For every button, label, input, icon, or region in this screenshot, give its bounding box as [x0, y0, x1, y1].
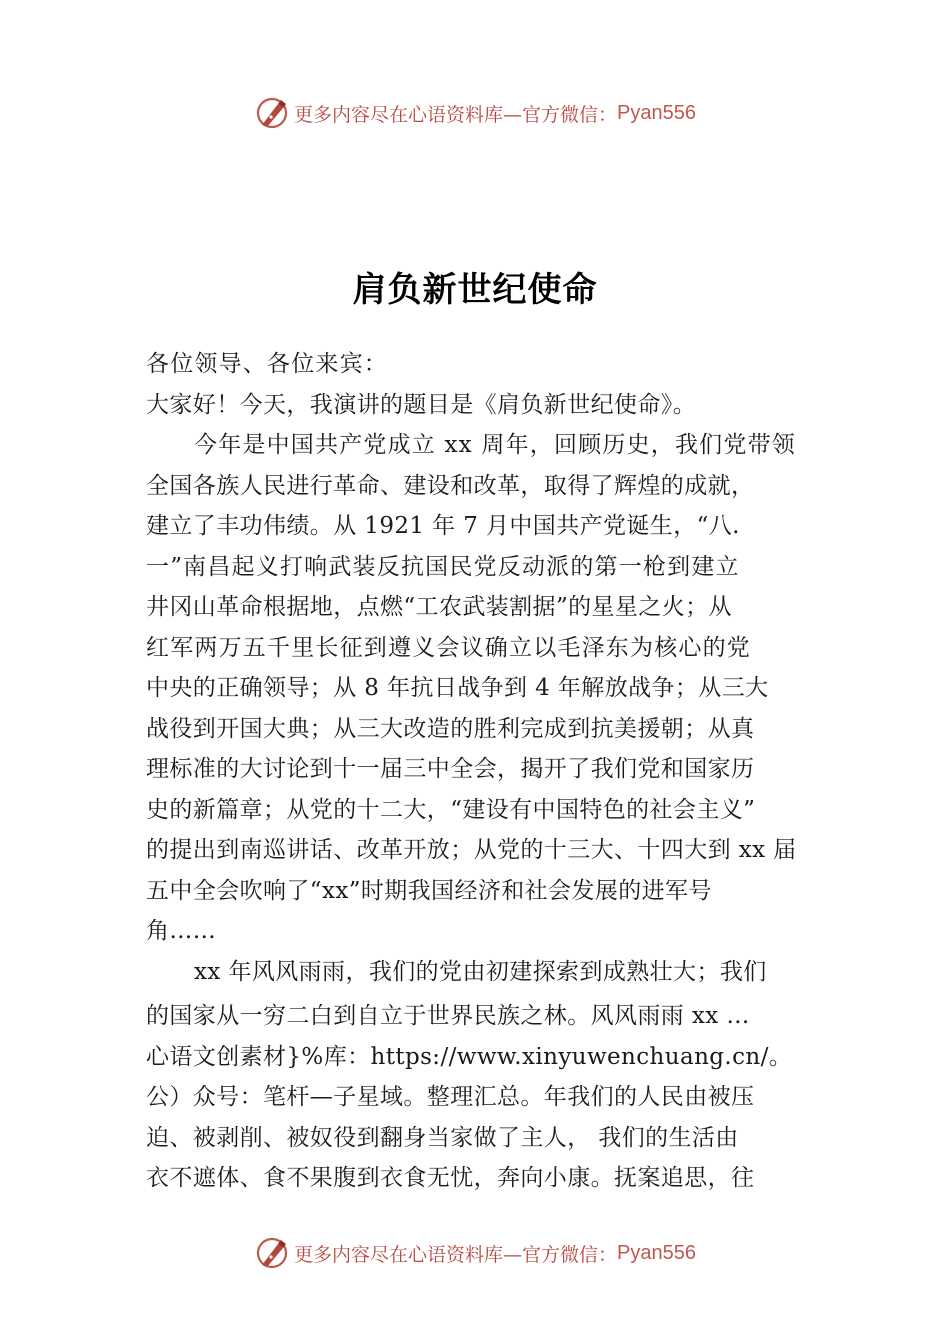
body-line: 红军两万五千里长征到遵义会议确立以毛泽东为核心的党 — [146, 634, 751, 661]
body-line: 的提出到南巡讲话、改革开放；从党的十三大、十四大到 xx 届 — [146, 837, 797, 863]
body-line: 建立了丰功伟绩。从 1921 年 7 月中国共产党诞生，“八. — [146, 513, 740, 539]
body-line: 全国各族人民进行革命、建设和改革，取得了辉煌的成就， — [146, 472, 755, 499]
body-line: 战役到开国大典；从三大改造的胜利完成到抗美援朝；从真 — [146, 715, 755, 742]
body-line: 各位领导、各位来宾： — [146, 351, 388, 377]
body-line: 心语文创素材}%库：https://www.xinyuwenchuang.cn/。 — [146, 1043, 793, 1070]
body-line: 衣不遮体、食不果腹到衣食无忧，奔向小康。抚案追思，往 — [146, 1165, 755, 1191]
pen-nib-logo-icon — [254, 95, 290, 131]
banner-text: 更多内容尽在心语资料库—官方微信： — [294, 1243, 618, 1266]
document-body — [146, 344, 814, 1199]
banner-wechat-id: Pyan556 — [617, 101, 696, 124]
banner-wechat-id: Pyan556 — [617, 1241, 696, 1264]
body-line: 理标准的大讨论到十一届三中全会，揭开了我们党和国家历 — [146, 756, 755, 782]
header-banner — [0, 93, 950, 133]
body-line: 史的新篇章；从党的十二大，“建设有中国特色的社会主义” — [146, 796, 756, 823]
body-line: 公）众号：笔杆—子星域。整理汇总。年我们的人民由被压 — [146, 1084, 755, 1110]
body-line: 大家好！今天，我演讲的题目是《肩负新世纪使命》。 — [146, 391, 697, 418]
body-line: 五中全会吹响了“xx”时期我国经济和社会发展的进军号 — [146, 877, 712, 904]
banner-text: 更多内容尽在心语资料库—官方微信： — [294, 103, 618, 126]
body-line: 一”南昌起义打响武装反抗国民党反动派的第一枪到建立 — [146, 553, 740, 580]
body-line: 的国家从一穷二白到自立于世界民族之林。风风雨雨 xx … — [146, 1003, 750, 1029]
footer-banner — [0, 1233, 950, 1273]
document-title: 肩负新世纪使命 — [352, 270, 598, 310]
body-line: 井冈山革命根据地，点燃“工农武装割据”的星星之火；从 — [146, 594, 732, 620]
body-line: 角…… — [146, 918, 217, 944]
pen-nib-logo-icon — [254, 1235, 290, 1271]
body-line: 中央的正确领导；从 8 年抗日战争到 4 年解放战争；从三大 — [146, 675, 769, 701]
body-line: 今年是中国共产党成立 xx 周年，回顾历史，我们党带领 — [194, 432, 796, 458]
body-line: xx 年风风雨雨，我们的党由初建探索到成熟壮大；我们 — [194, 958, 767, 985]
body-line: 迫、被剥削、被奴役到翻身当家做了主人， 我们的生活由 — [146, 1124, 739, 1151]
